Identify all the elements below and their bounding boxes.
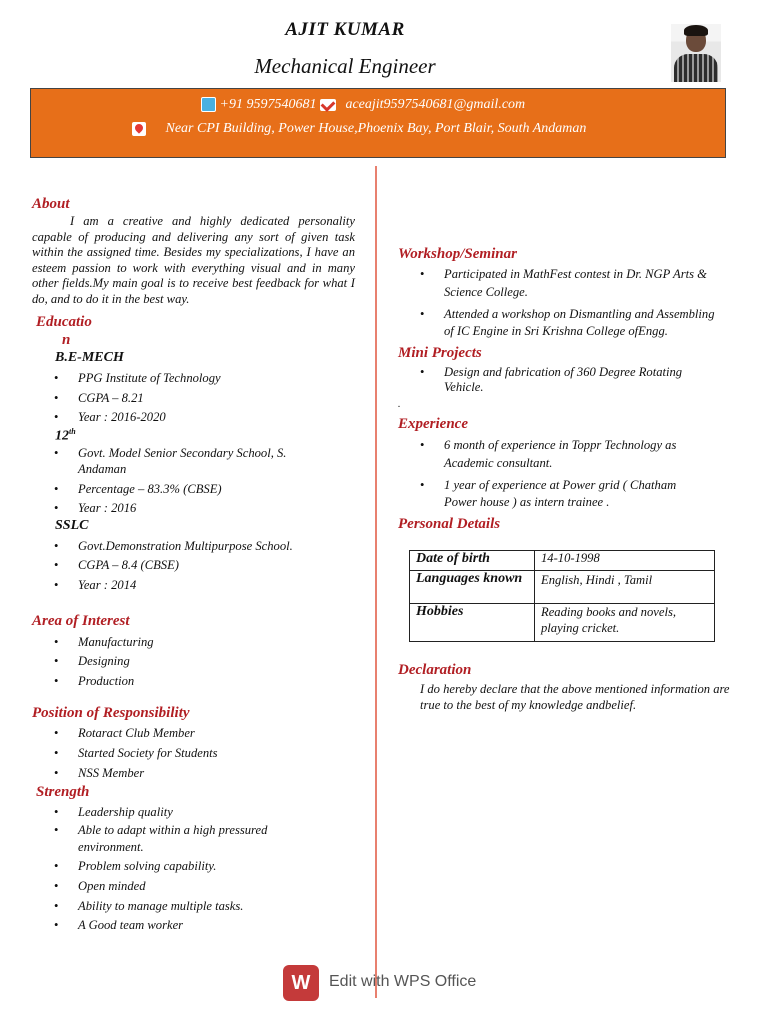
personal-heading: Personal Details [398,516,501,532]
degree-label: B.E-MECH [55,350,124,365]
contact-line-2 [132,121,586,137]
column-divider [375,166,377,998]
position-heading: Position of Responsibility [32,705,190,721]
list-item-wrap: environment. [78,840,144,854]
list-item: • Year : 2016-2020 [78,409,166,427]
candidate-name: AJIT KUMAR [285,19,405,40]
list-item: • Manufacturing [78,634,154,652]
list-item: • CGPA – 8.21 [78,390,144,408]
phone-number[interactable]: +91 9597540681 [219,97,317,112]
location-pin-icon [132,122,146,136]
education-heading-wrap: n [62,332,71,348]
sslc-label: SSLC [55,518,89,533]
workshop-heading: Workshop/Seminar [398,246,517,262]
list-item: • Attended a workshop on Dismantling and Assembling [444,306,715,324]
list-item: • Problem solving capability. [78,858,216,876]
table-row [410,604,715,642]
list-item: • Rotaract Club Member [78,725,195,743]
list-item-wrap: Academic consultant. [444,456,553,470]
list-item: • Percentage – 83.3% (CBSE) [78,481,222,499]
list-item: • Open minded [78,878,146,896]
contact-line-1 [201,97,525,113]
list-item: • Year : 2016 [78,500,136,518]
experience-heading: Experience [398,416,468,432]
wps-watermark[interactable] [283,965,483,1001]
list-item: • Started Society for Students [78,745,218,763]
education-heading: Educatio [36,314,92,330]
list-item-wrap: Andaman [78,462,127,476]
list-item: • Govt. Model Senior Secondary School, S. [78,445,286,463]
declaration-text: I do hereby declare that the above mentioned information are true to the best of my knowledge andbelief. [420,682,730,712]
list-item: • Design and fabrication of 360 Degree Rotating [444,364,682,382]
contact-banner [30,88,726,158]
list-item-wrap: Power house ) as intern trainee . [444,495,610,509]
about-heading: About [32,196,70,212]
table-row [410,571,715,604]
list-item: • NSS Member [78,765,144,783]
list-item: • 6 month of experience in Toppr Technology as [444,437,676,455]
wps-logo-icon: W [283,965,319,1001]
dob-value: 14-10-1998 [535,551,715,571]
interest-heading: Area of Interest [32,613,130,629]
phone-icon [201,97,216,112]
strength-heading: Strength [36,784,90,800]
list-item: • Ability to manage multiple tasks. [78,898,243,916]
wps-edit-label: Edit with WPS Office [329,973,477,990]
list-item: • Leadership quality [78,804,173,822]
list-item: • Year : 2014 [78,577,136,595]
list-item: • 1 year of experience at Power grid ( Chatham [444,477,676,495]
hobbies-value: Reading books and novels, playing cricket. [535,604,715,642]
projects-heading: Mini Projects [398,345,482,361]
list-item: • A Good team worker [78,917,183,935]
personal-details-table [409,550,715,642]
list-item: • Participated in MathFest contest in Dr. NGP Arts & [444,266,707,284]
list-item: • CGPA – 8.4 (CBSE) [78,557,179,575]
stray-dot: . [398,399,401,410]
list-item: • Designing [78,653,130,671]
email-address[interactable]: aceajit9597540681@gmail.com [345,97,526,112]
list-item-wrap: Science College. [444,285,528,299]
twelfth-label: 12th [55,427,76,444]
table-row [410,551,715,571]
list-item-wrap: of IC Engine in Sri Krishna College ofEngg. [444,324,668,338]
list-item-wrap: Vehicle. [444,380,484,394]
profile-photo [671,24,721,82]
about-text: I am a creative and highly dedicated personality capable of producing and delivering any sort of given task within the assigned time. Besides my specializations, I have an esteem passion to work with everything visual and in many other fields.My main goal is to receive best feedback for what I do, and to do it in the best way. [32,214,355,306]
declaration-heading: Declaration [398,662,472,678]
dob-label: Date of birth [410,551,535,571]
languages-value: English, Hindi , Tamil [535,571,715,604]
email-icon [320,99,336,111]
address: Near CPI Building, Power House,Phoenix Bay, Port Blair, South Andaman [165,121,587,136]
hobbies-label: Hobbies [410,604,535,642]
list-item: • PPG Institute of Technology [78,370,221,388]
list-item: • Production [78,673,134,691]
languages-label: Languages known [410,571,535,604]
list-item: • Govt.Demonstration Multipurpose School. [78,538,293,556]
job-title: Mechanical Engineer [254,54,436,78]
list-item: • Able to adapt within a high pressured [78,822,267,840]
